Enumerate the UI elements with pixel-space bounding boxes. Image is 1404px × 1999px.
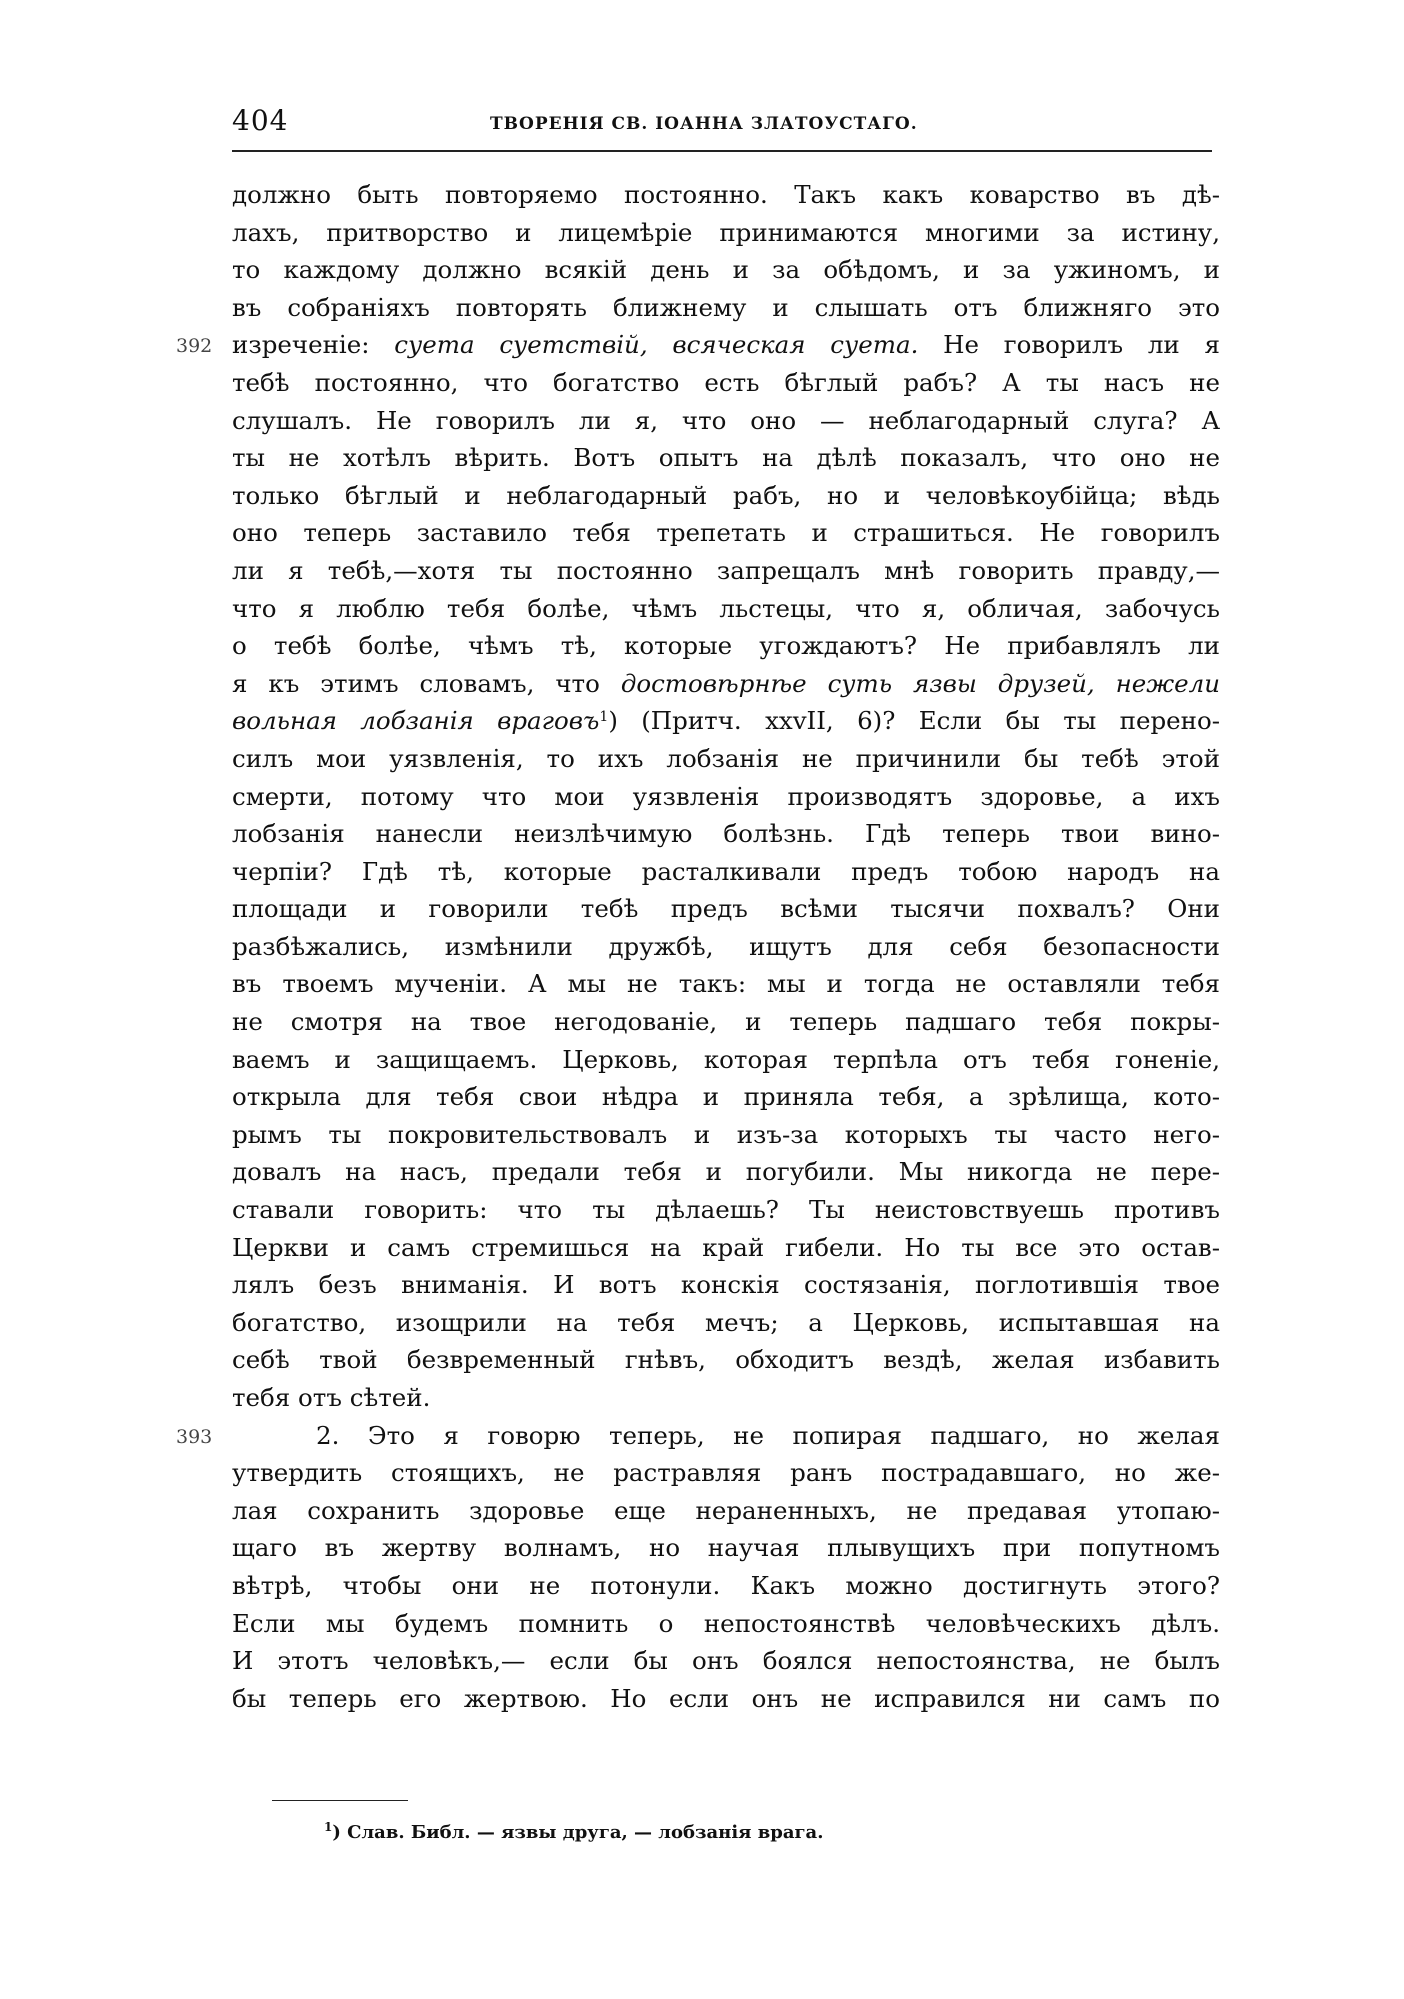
text-line bbox=[232, 590, 1220, 628]
quotation-italic: суета суетствій, всяческая суета. bbox=[394, 330, 919, 360]
text-run: черпіи? Гдѣ тѣ, которые расталкивали предъ тобою народъ на bbox=[232, 856, 1220, 886]
text-line bbox=[232, 665, 1220, 703]
text-line bbox=[232, 1304, 1220, 1342]
text-run: оно теперь заставило тебя трепетать и страшиться. Не говорилъ bbox=[232, 518, 1220, 548]
text-line bbox=[232, 214, 1220, 252]
text-run: утвердить стоящихъ, не растравляя ранъ пострадавшаго, но же- bbox=[232, 1458, 1220, 1488]
text-line bbox=[232, 815, 1220, 853]
text-run: я къ этимъ словамъ, что bbox=[232, 668, 621, 698]
footnote: $^1$) Слав. Библ. — язвы друга, — лобзанія врага. bbox=[324, 1820, 824, 1843]
text-run: тебѣ постоянно, что богатство есть бѣглый рабъ? А ты насъ не bbox=[232, 367, 1220, 397]
text-line bbox=[232, 176, 1220, 214]
text-line bbox=[232, 1454, 1220, 1492]
text-line bbox=[232, 552, 1220, 590]
text-line bbox=[232, 1379, 1220, 1417]
text-run: лая сохранить здоровье еще нераненныхъ, не предавая утопаю- bbox=[232, 1495, 1220, 1525]
text-line bbox=[232, 1642, 1220, 1680]
text-run: богатство, изощрили на тебя мечъ; а Церковь, испытавшая на bbox=[232, 1307, 1220, 1337]
text-line bbox=[176, 326, 1220, 364]
footnote-marker: 1 bbox=[324, 1820, 333, 1834]
body-text bbox=[176, 176, 1220, 1717]
text-run: ваемъ и защищаемъ. Церковь, которая терпѣла отъ тебя гоненіе, bbox=[232, 1044, 1220, 1074]
margin-reference-number: 392 bbox=[176, 335, 213, 358]
text-line bbox=[232, 1003, 1220, 1041]
text-run: слушалъ. Не говорилъ ли я, что оно — неблагодарный слуга? А bbox=[232, 405, 1220, 435]
text-run: Церкви и самъ стремишься на край гибели. Но ты все это остав- bbox=[232, 1232, 1220, 1262]
page-number: 404 bbox=[232, 104, 289, 137]
text-run: въ твоемъ мученіи. А мы не такъ: мы и тогда не оставляли тебя bbox=[232, 969, 1220, 999]
text-run: рымъ ты покровительствовалъ и изъ-за которыхъ ты часто него- bbox=[232, 1119, 1220, 1149]
text-line bbox=[176, 1417, 1220, 1455]
text-run: изреченіе: bbox=[232, 330, 395, 360]
text-line bbox=[232, 1567, 1220, 1605]
text-run: силъ мои уязвленія, то ихъ лобзанія не причинили бы тебѣ этой bbox=[232, 743, 1220, 773]
text-run: Если мы будемъ помнить о непостоянствѣ человѣческихъ дѣлъ. bbox=[232, 1608, 1220, 1638]
text-line: вольная лобзанія враговъ$^1$) (Притч. xxvII, 6)? Если бы ты перено- bbox=[232, 706, 1220, 736]
text-line bbox=[232, 965, 1220, 1003]
text-run: что я люблю тебя болѣе, чѣмъ льстецы, что я, обличая, забочусь bbox=[232, 593, 1220, 623]
text-run: себѣ твой безвременный гнѣвъ, обходитъ вездѣ, желая избавить bbox=[232, 1345, 1220, 1375]
text-line bbox=[232, 439, 1220, 477]
footnote-rule bbox=[272, 1800, 408, 1801]
text-run: довалъ на насъ, предали тебя и погубили. Мы никогда не пере- bbox=[232, 1157, 1220, 1187]
text-line bbox=[232, 853, 1220, 891]
text-run: вѣтрѣ, чтобы они не потонули. Какъ можно достигнуть этого? bbox=[232, 1570, 1220, 1600]
running-title: ТВОРЕНІЯ СВ. ІОАННА ЗЛАТОУСТАГО. bbox=[490, 114, 918, 134]
text-line bbox=[232, 928, 1220, 966]
text-line bbox=[232, 1153, 1220, 1191]
text-run: открыла для тебя свои нѣдра и приняла тебя, а зрѣлища, кото- bbox=[232, 1082, 1220, 1112]
text-run: ты не хотѣлъ вѣрить. Вотъ опытъ на дѣлѣ показалъ, что оно не bbox=[232, 443, 1220, 473]
text-run: о тебѣ болѣе, чѣмъ тѣ, которые угождаютъ? Не прибавлялъ ли bbox=[232, 631, 1220, 661]
page-header bbox=[232, 104, 1212, 144]
text-line bbox=[232, 514, 1220, 552]
text-run: въ собраніяхъ повторять ближнему и слышать отъ ближняго это bbox=[232, 292, 1220, 322]
text-line bbox=[232, 1116, 1220, 1154]
quotation-italic: вольная лобзанія враговъ bbox=[232, 706, 600, 736]
text-run: не смотря на твое негодованіе, и теперь падшаго тебя покры- bbox=[232, 1007, 1220, 1037]
margin-reference-number: 393 bbox=[176, 1425, 213, 1448]
text-run: должно быть повторяемо постоянно. Такъ какъ коварство въ дѣ- bbox=[232, 180, 1220, 209]
text-line bbox=[232, 740, 1220, 778]
text-line bbox=[232, 402, 1220, 440]
footnote-text: Слав. Библ. — язвы друга, — лобзанія врага. bbox=[340, 1822, 824, 1843]
text-line bbox=[232, 251, 1220, 289]
footnote-reference: 1 bbox=[599, 709, 609, 726]
text-line bbox=[232, 1266, 1220, 1304]
text-line bbox=[232, 1041, 1220, 1079]
text-run: площади и говорили тебѣ предъ всѣми тысячи похвалъ? Они bbox=[232, 894, 1220, 924]
text-run: смерти, потому что мои уязвленія производятъ здоровье, а ихъ bbox=[232, 781, 1220, 811]
text-line bbox=[232, 477, 1220, 515]
text-line bbox=[232, 890, 1220, 928]
text-run: только бѣглый и неблагодарный рабъ, но и человѣкоубійца; вѣдь bbox=[232, 480, 1220, 510]
text-run: тебя отъ сѣтей. bbox=[232, 1383, 431, 1412]
text-line bbox=[232, 1492, 1220, 1530]
text-run: ли я тебѣ,—хотя ты постоянно запрещалъ мнѣ говорить правду,— bbox=[232, 555, 1220, 585]
text-run: (Притч. xxvII, 6)? Если бы ты перено- bbox=[617, 706, 1220, 736]
text-line bbox=[232, 289, 1220, 327]
text-run: бы теперь его жертвою. Но если онъ не исправился ни самъ по bbox=[232, 1683, 1220, 1713]
text-line bbox=[232, 1529, 1220, 1567]
text-line bbox=[232, 1229, 1220, 1267]
text-line bbox=[232, 778, 1220, 816]
text-run: щаго въ жертву волнамъ, но научая плывущихъ при попутномъ bbox=[232, 1533, 1220, 1563]
text-run: И этотъ человѣкъ,— если бы онъ боялся непостоянства, не былъ bbox=[232, 1646, 1220, 1676]
text-run: лахъ, притворство и лицемѣріе принимаются многими за истину, bbox=[232, 217, 1220, 247]
text-line bbox=[232, 627, 1220, 665]
text-run: ставали говорить: что ты дѣлаешь? Ты неистовствуешь противъ bbox=[232, 1195, 1220, 1225]
text-line bbox=[232, 1191, 1220, 1229]
text-run: Не говорилъ ли я bbox=[918, 330, 1220, 360]
quotation-italic: достовѣрнѣе суть язвы друзей, нежели bbox=[620, 668, 1220, 698]
text-line bbox=[232, 1605, 1220, 1643]
text-run: разбѣжались, измѣнили дружбѣ, ищутъ для себя безопасности bbox=[232, 931, 1220, 961]
text-line bbox=[232, 1078, 1220, 1116]
text-line bbox=[232, 1341, 1220, 1379]
text-run: лялъ безъ вниманія. И вотъ конскія состязанія, поглотившія твое bbox=[232, 1270, 1220, 1300]
header-rule bbox=[232, 150, 1212, 152]
text-line bbox=[232, 1680, 1220, 1718]
text-run: лобзанія нанесли неизлѣчимую болѣзнь. Гдѣ теперь твои вино- bbox=[232, 819, 1220, 849]
text-run: то каждому должно всякій день и за обѣдомъ, и за ужиномъ, и bbox=[232, 255, 1220, 285]
text-run: 2. Это я говорю теперь, не попирая падшаго, но желая bbox=[316, 1420, 1220, 1450]
text-line bbox=[232, 364, 1220, 402]
